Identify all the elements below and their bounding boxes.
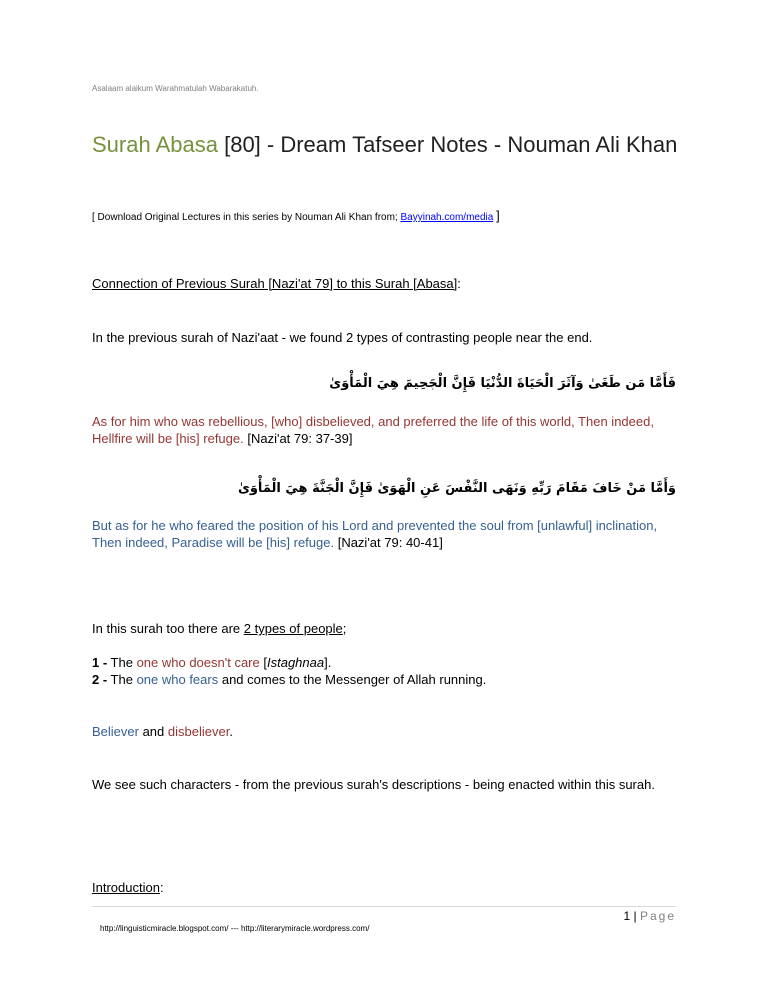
list-item-1 (92, 654, 331, 671)
item1-italic: Istaghnaa (266, 655, 325, 670)
verse1-arabic: فَأَمَّا مَن طَغَىٰ وَآثَرَ الْحَيَاةَ الدُّنْيَا فَإِنَّ الْجَحِيمَ هِيَ الْمَأْوَىٰ (329, 376, 676, 391)
greeting-text: Asalaam alaikum Warahmatulah Wabarakatuh. (92, 84, 259, 93)
verse1-reference: [Nazi'at 79: 37-39] (243, 431, 353, 446)
page-number-value: 1 (623, 909, 631, 923)
verse2-reference: [Nazi'at 79: 40-41] (334, 535, 443, 550)
connection-heading-text: Connection of Previous Surah [Nazi'at 79] to this Surah [Abasa] (92, 276, 458, 291)
list-item-2 (92, 671, 486, 688)
types-lead: In this surah too there are (92, 621, 244, 636)
footer-links: http://linguisticmiracle.blogspot.com/ --- http://literarymiracle.wordpress.com/ (100, 924, 370, 933)
item1-number: 1 - (92, 655, 108, 670)
bayyinah-link[interactable]: Bayyinah.com/media (400, 212, 494, 223)
introduction-heading (92, 879, 164, 896)
believer-line-end: . (229, 724, 233, 739)
item1-post: ]. (324, 655, 332, 670)
verse2-arabic: وَأَمَّا مَنْ خَافَ مَقَامَ رَبِّهِ وَنَهَى النَّفْسَ عَنِ الْهَوَىٰ فَإِنَّ الْجَنَّةَ هِيَ الْمَأْوَىٰ (237, 481, 676, 496)
document-title (92, 131, 692, 158)
item2-colored: one who fears (136, 672, 219, 687)
title-rest: [80] - Dream Tafseer Notes - Nouman Ali Khan (217, 132, 678, 157)
types-paragraph (92, 620, 346, 637)
item2-pre: The (107, 672, 137, 687)
page-separator: | (630, 909, 640, 923)
and-word: and (138, 724, 168, 739)
believer-word: Believer (92, 724, 139, 739)
verse1-translation-block (92, 413, 682, 447)
item2-post: and comes to the Messenger of Allah running. (218, 672, 487, 687)
intro-paragraph: In the previous surah of Nazi'aat - we found 2 types of contrasting people near the end. (92, 330, 593, 345)
item2-number: 2 - (92, 672, 108, 687)
verse2-translation: But as for he who feared the position of his Lord and prevented the soul from [unlawful] inclination, Then indeed, Paradise will be [his] refuge. (92, 518, 658, 550)
page-label: Page (639, 909, 676, 923)
page-number (623, 909, 676, 923)
item1-colored: one who doesn't care (136, 655, 260, 670)
footer-divider (92, 906, 676, 907)
download-close-bracket: ] (496, 208, 500, 223)
download-open-bracket: [ (92, 212, 95, 223)
types-underlined: 2 types of people (243, 621, 343, 636)
connection-heading-colon: : (457, 276, 461, 291)
download-note (92, 208, 500, 223)
title-surah-name: Surah Abasa (92, 132, 218, 157)
introduction-heading-colon: : (159, 880, 164, 895)
believer-line (92, 723, 233, 740)
download-text: Download Original Lectures in this series by Nouman Ali Khan from; (94, 212, 401, 223)
connection-heading (92, 275, 461, 292)
verse1-translation: As for him who was rebellious, [who] disbelieved, and preferred the life of this world, Then indeed, Hellfire will be [his] refuge. (92, 414, 654, 446)
verse2-translation-block (92, 517, 682, 551)
item1-mid: [ (259, 655, 267, 670)
disbeliever-word: disbeliever (167, 724, 230, 739)
characters-paragraph: We see such characters - from the previous surah's descriptions - being enacted within this surah. (92, 777, 655, 792)
introduction-heading-text: Introduction (92, 880, 160, 895)
types-tail: ; (342, 621, 347, 636)
item1-pre: The (107, 655, 137, 670)
